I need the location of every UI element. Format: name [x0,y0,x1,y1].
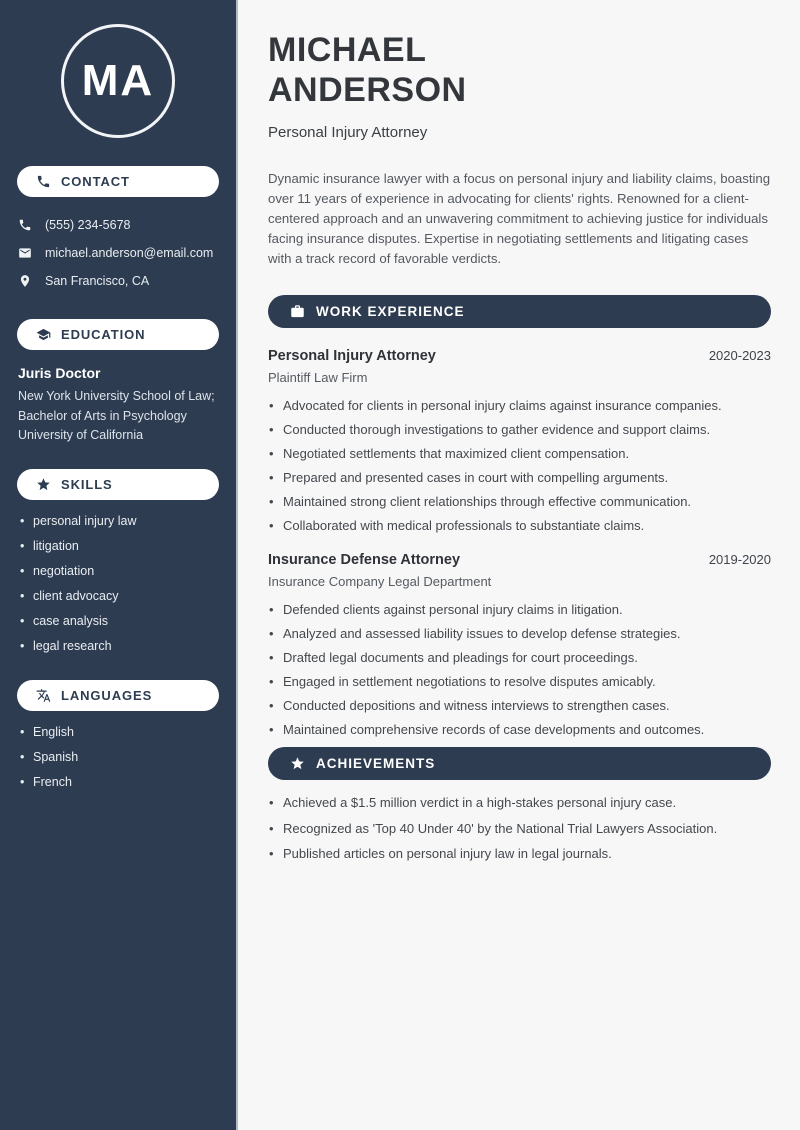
education-line: New York University School of Law; [18,389,215,403]
profession-subtitle: Personal Injury Attorney [268,124,428,141]
star-icon [290,756,305,771]
email-address: michael.anderson@email.com [45,246,214,260]
languages-heading: LANGUAGES [61,687,153,703]
star-icon [36,477,51,492]
education-degree: Juris Doctor [18,365,101,381]
job-bullet: • Defended clients against personal injury claims in litigation. [268,603,771,616]
job-header [268,348,771,364]
job-dates: 2020-2023 [708,348,771,363]
job-title: Insurance Defense Attorney [268,552,461,568]
job-bullet: • Conducted depositions and witness interviews to strengthen cases. [268,699,771,712]
contact-section-header [17,166,219,197]
languages-section-header [17,680,219,711]
achievement-item: • Published articles on personal injury law in legal journals. [268,847,771,860]
education-heading: EDUCATION [61,327,146,342]
avatar-initials: MA [81,56,155,105]
location-text: San Francisco, CA [45,274,150,288]
summary-paragraph: Dynamic insurance lawyer with a focus on personal injury and liability claims, boasting over 11 years of experience in advocating for clients' rights. Renowned for a client-centered approach and an unwavering commitment to achieving justice for individuals facing insurance disputes. Expertise in negotiating settlements and litigating cases with a track record of favorable verdicts. [268,171,771,266]
skill-item: • negotiation [20,564,236,589]
achievements-heading: ACHIEVEMENTS [316,756,436,771]
job-bullet: • Collaborated with medical professionals to substantiate claims. [268,519,771,532]
job-entry [268,348,771,532]
skill-item: • litigation [20,539,236,564]
job-company: Insurance Company Legal Department [268,574,492,589]
work-experience-heading: WORK EXPERIENCE [316,304,465,319]
achievements-section-header [268,747,771,780]
achievements-list [268,796,771,860]
work-experience-section-header [268,295,771,328]
education-line: University of California [18,428,144,442]
job-bullet: • Conducted thorough investigations to gather evidence and support claims. [268,423,771,436]
language-item: • French [20,775,236,800]
translate-icon [36,688,51,703]
education-details [18,387,236,446]
skill-item: • legal research [20,639,236,664]
achievement-item: • Recognized as 'Top 40 Under 40' by the National Trial Lawyers Association. [268,822,771,835]
phone-icon [36,174,51,189]
envelope-icon [18,246,32,260]
language-item: • Spanish [20,750,236,775]
job-bullet-list [268,399,771,532]
job-dates: 2019-2020 [708,552,771,567]
graduation-cap-icon [36,327,51,342]
job-bullet: • Maintained comprehensive records of case developments and outcomes. [268,723,771,736]
job-bullet: • Prepared and presented cases in court with compelling arguments. [268,471,771,484]
contact-phone-row [18,211,236,239]
job-bullet: • Drafted legal documents and pleadings for court proceedings. [268,651,771,664]
contact-email-row [18,239,236,267]
skill-item: • case analysis [20,614,236,639]
name-first: MICHAEL [268,31,427,69]
skills-list [20,514,236,664]
job-bullet: • Advocated for clients in personal injury claims against insurance companies. [268,399,771,412]
languages-list [20,725,236,800]
education-line: Bachelor of Arts in Psychology [18,408,187,423]
job-bullet: • Engaged in settlement negotiations to resolve disputes amicably. [268,675,771,688]
language-item: • English [20,725,236,750]
location-pin-icon [18,274,32,288]
job-bullet: • Maintained strong client relationships through effective communication. [268,495,771,508]
sidebar [0,0,238,1130]
phone-number: (555) 234-5678 [45,218,131,232]
job-entry [268,552,771,736]
skill-item: • personal injury law [20,514,236,539]
page-title [268,30,771,110]
job-title: Personal Injury Attorney [268,348,436,364]
main-content [240,0,800,1130]
briefcase-icon [290,304,305,319]
phone-icon [18,218,32,232]
job-bullet-list [268,603,771,736]
skills-heading: SKILLS [61,476,113,492]
education-section-header [17,319,219,350]
avatar [61,24,175,138]
contact-rows [18,211,236,295]
skills-section-header [17,469,219,500]
job-company: Plaintiff Law Firm [268,370,368,385]
job-header [268,552,771,568]
contact-location-row [18,267,236,295]
skill-item: • client advocacy [20,589,236,614]
contact-heading: CONTACT [61,174,130,189]
job-bullet: • Negotiated settlements that maximized client compensation. [268,447,771,460]
name-last: ANDERSON [268,71,467,109]
job-bullet: • Analyzed and assessed liability issues to develop defense strategies. [268,627,771,640]
achievement-item: • Achieved a $1.5 million verdict in a high-stakes personal injury case. [268,796,771,809]
